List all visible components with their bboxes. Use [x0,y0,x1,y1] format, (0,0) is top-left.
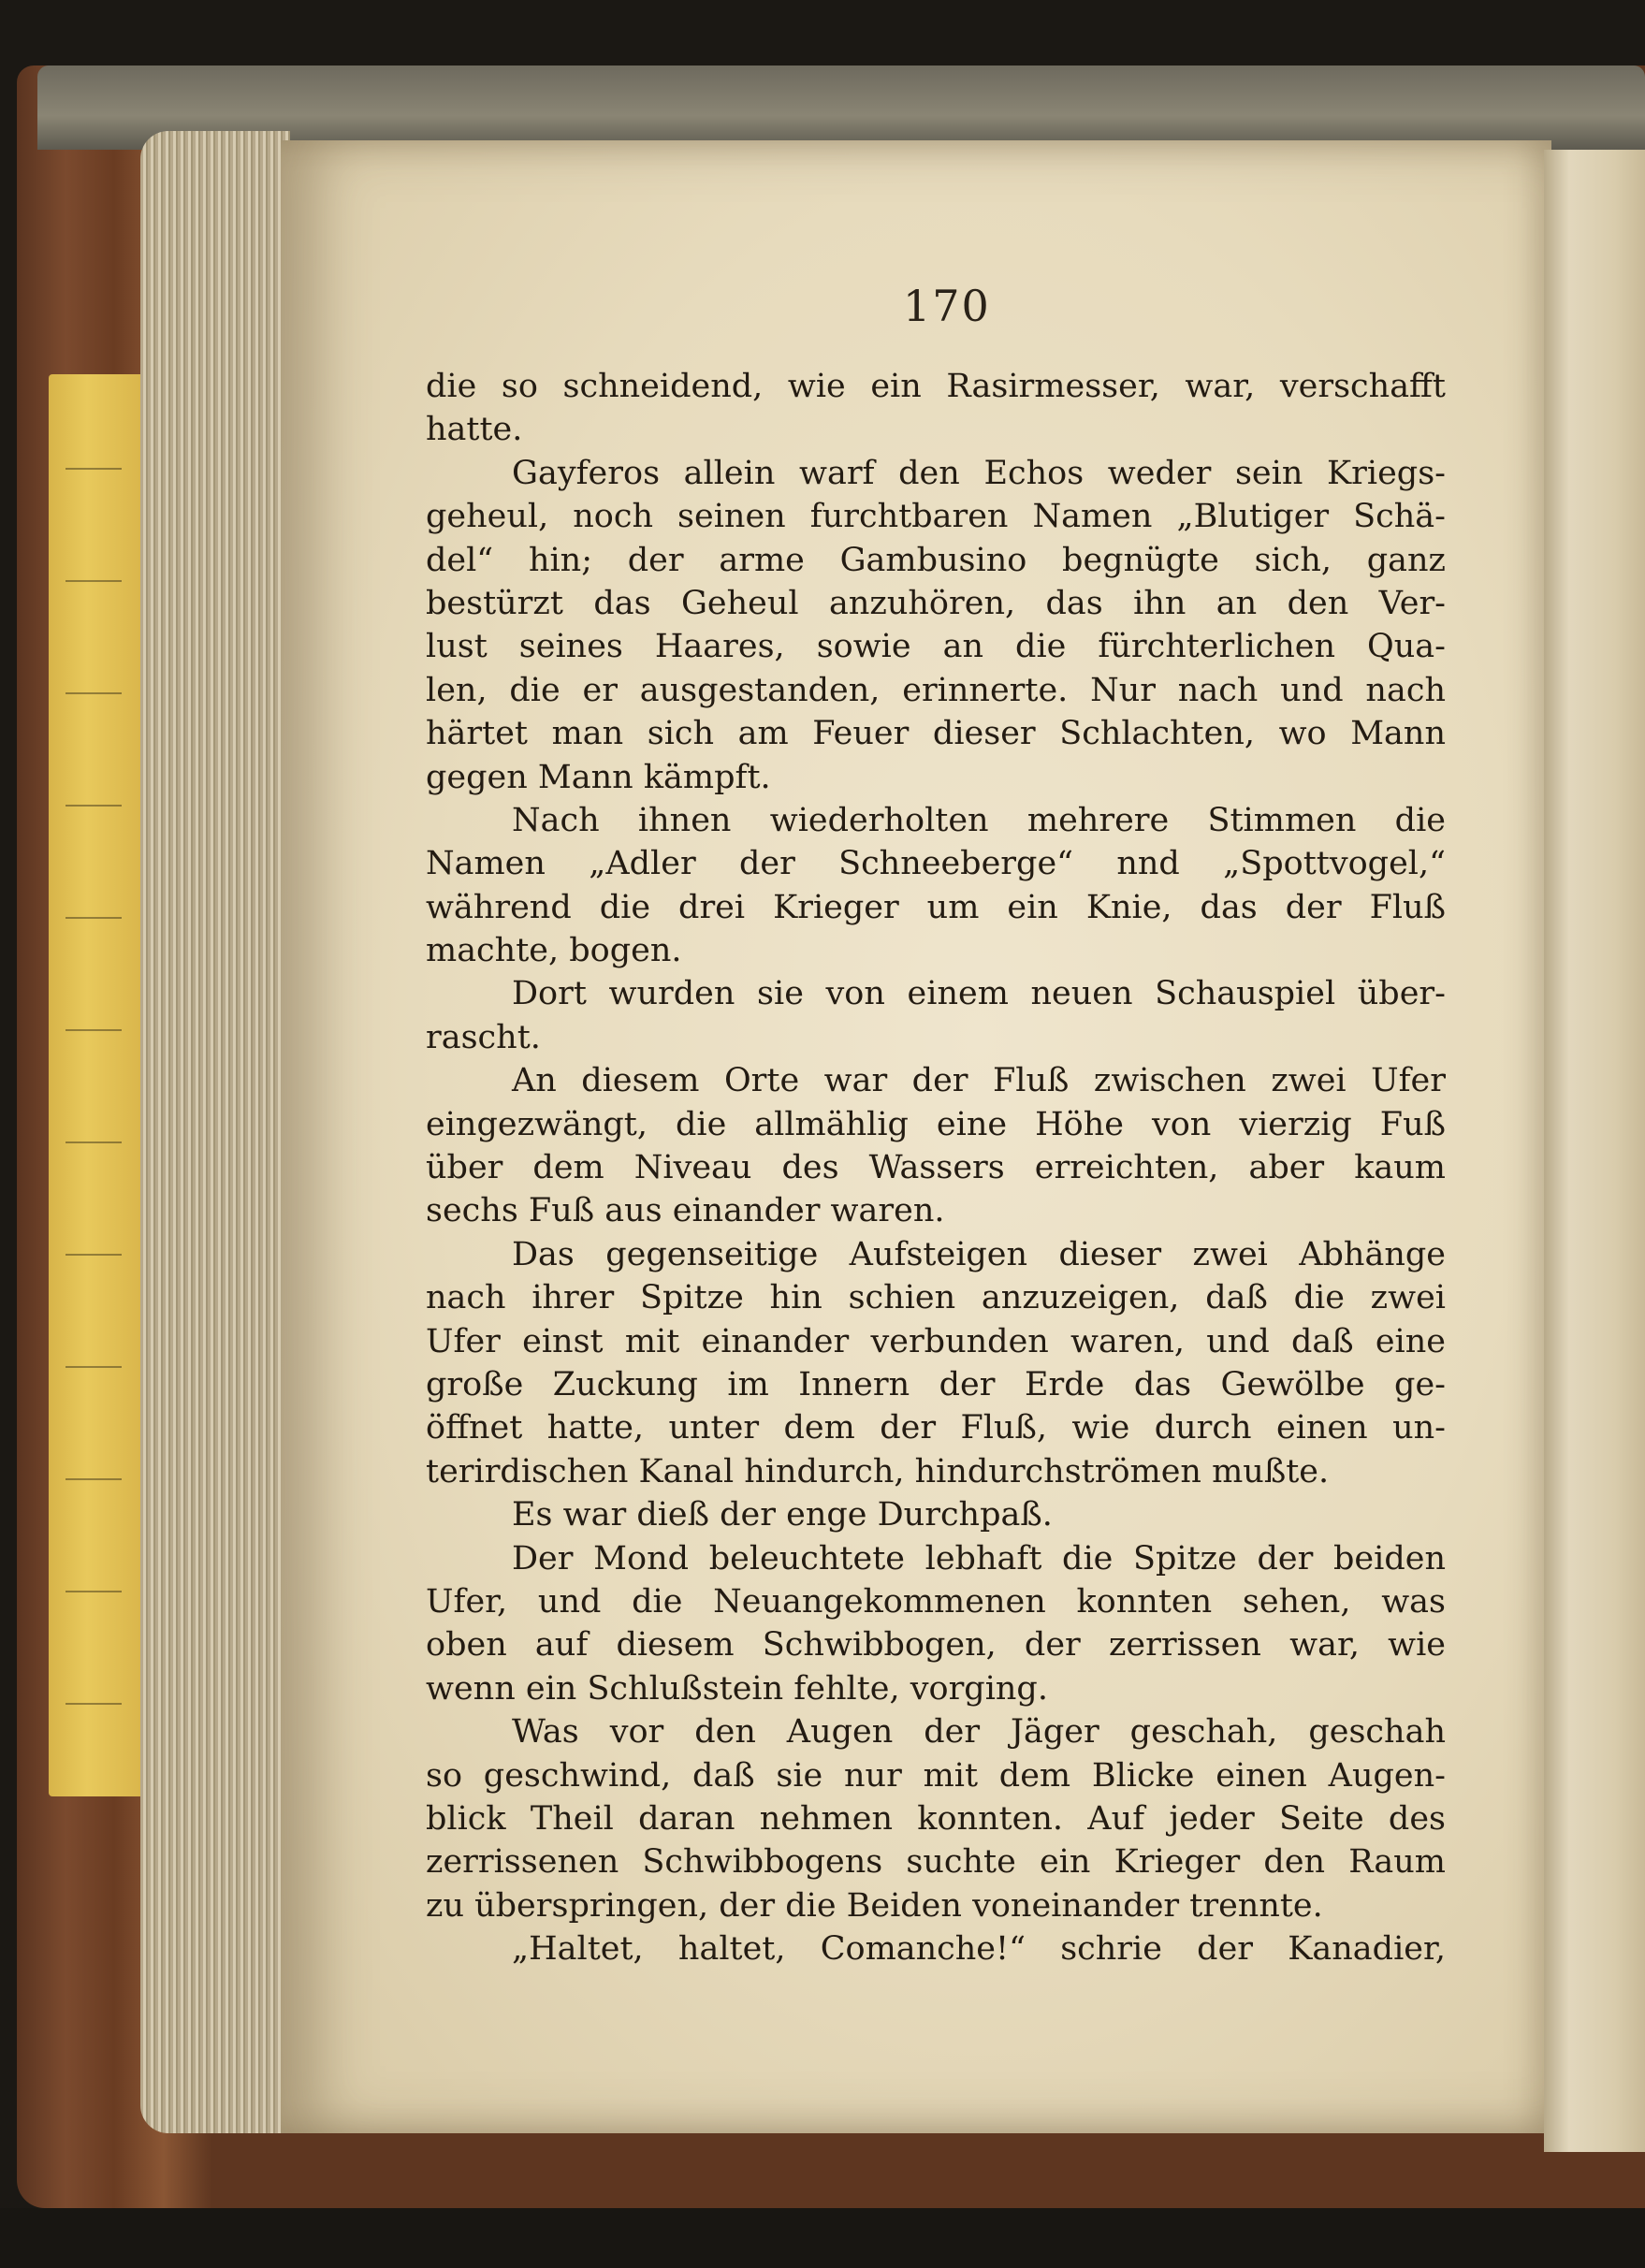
text-line: bestürzt das Geheul anzuhören, das ihn an den Ver- [426,584,1446,622]
text-line: Was vor den Augen der Jäger geschah, geschah [512,1713,1446,1752]
endpaper-ornament-icon [66,412,122,1759]
text-line: so geschwind, daß sie nur mit dem Blicke einen Augen- [426,1756,1446,1795]
text-line: del“ hin; der arme Gambusino begnügte sich, ganz [426,541,1446,579]
text-line: hatte. [426,411,523,449]
text-line: oben auf diesem Schwibbogen, der zerrissen war, wie [426,1626,1446,1665]
text-line: Nach ihnen wiederholten mehrere Stimmen die [512,801,1446,839]
text-line: lust seines Haares, sowie an die fürchterlichen Qua- [426,628,1446,666]
text-line: Das gegenseitige Aufsteigen dieser zwei Abhänge [512,1235,1446,1273]
text-line: die so schneidend, wie ein Rasirmesser, war, verschafft [426,368,1446,405]
text-line: während die drei Krieger um ein Knie, das der Fluß [426,888,1446,926]
text-line: „Haltet, haltet, Comanche!“ schrie der Kanadier, [512,1930,1446,1969]
page-edges [140,131,290,2133]
text-line: eingezwängt, die allmählig eine Höhe von vierzig Fuß [426,1105,1446,1143]
text-line: Gayferos allein warf den Echos weder sein Kriegs- [512,454,1446,492]
facing-page-gutter [1544,150,1645,2152]
text-line: machte, bogen. [426,932,682,970]
text-line: Ufer, und die Neuangekommenen konnten sehen, was [426,1582,1446,1621]
background-strip [0,2208,1645,2268]
text-line: zu überspringen, der die Beiden voneinander trennte. [426,1886,1323,1925]
text-line: blick Theil daran nehmen konnten. Auf jeder Seite des [426,1799,1446,1838]
text-line: Namen „Adler der Schneeberge“ nnd „Spottvogel,“ [426,845,1446,883]
text-line: große Zuckung im Innern der Erde das Gewölbe ge- [426,1365,1446,1403]
text-line: härtet man sich am Feuer dieser Schlachten, wo Mann [426,715,1446,753]
text-line: Ufer einst mit einander verbunden waren, und daß eine [426,1322,1446,1360]
text-line: über dem Niveau des Wassers erreichten, aber kaum [426,1149,1446,1187]
text-line: gegen Mann kämpft. [426,758,771,796]
text-line: terirdischen Kanal hindurch, hindurchströmen mußte. [426,1452,1330,1490]
text-line: Es war dieß der enge Durchpaß. [512,1496,1053,1534]
page-text [426,365,1446,1970]
text-line: zerrissenen Schwibbogens suchte ein Krieger den Raum [426,1843,1446,1882]
text-line: nach ihrer Spitze hin schien anzuzeigen, daß die zwei [426,1279,1446,1317]
text-line: An diesem Orte war der Fluß zwischen zwei Ufer [512,1062,1446,1100]
text-line: Dort wurden sie von einem neuen Schauspiel über- [512,975,1446,1013]
text-line: len, die er ausgestanden, erinnerte. Nur nach und nach [426,671,1446,709]
text-line: rascht. [426,1018,541,1056]
text-line: geheul, noch seinen furchtbaren Namen „Blutiger Schä- [426,498,1446,536]
text-line: öffnet hatte, unter dem der Fluß, wie durch einen un- [426,1409,1446,1447]
text-line: wenn ein Schlußstein fehlte, vorging. [426,1669,1048,1708]
text-line: Der Mond beleuchtete lebhaft die Spitze der beiden [512,1539,1446,1577]
page-number: 170 [903,281,991,331]
text-line: sechs Fuß aus einander waren. [426,1192,945,1230]
